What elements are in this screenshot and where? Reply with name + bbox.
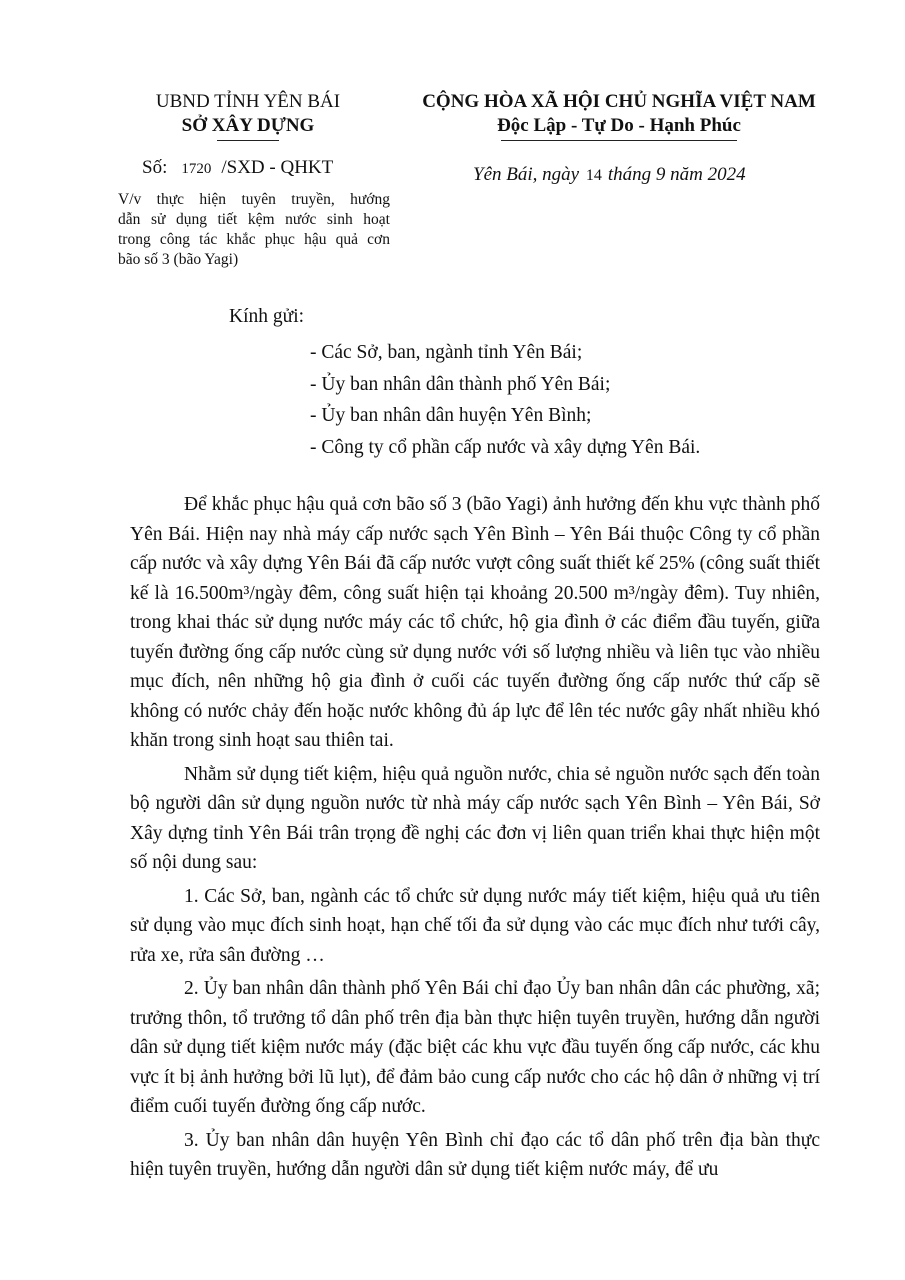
recipient-item: - Công ty cổ phần cấp nước và xây dựng Yên Bái. bbox=[310, 436, 701, 458]
recipient-item: - Ủy ban nhân dân huyện Yên Bình; bbox=[310, 405, 592, 426]
subject-line: dẫn sử dụng tiết kệm nước sinh hoạt bbox=[118, 211, 390, 228]
recipient-item: - Ủy ban nhân dân thành phố Yên Bái; bbox=[310, 373, 611, 395]
national-heading bbox=[398, 90, 840, 141]
document-number-value: 1720 bbox=[181, 161, 212, 177]
issuing-agency bbox=[120, 90, 376, 141]
salutation: Kính gửi: bbox=[229, 306, 305, 327]
body-paragraph: Nhằm sử dụng tiết kiệm, hiệu quả nguồn nước, chia sẻ nguồn nước sạch đến toàn bộ người dân sử dụng nguồn nước từ nhà máy cấp nước sạch Yên Bình – Yên Bái, Sở Xây dựng tỉnh Yên Bái trân trọng đề nghị các đơn vị liên quan triển khai thực hiện một số nội dung sau: bbox=[130, 763, 820, 873]
document-number-label: Số: bbox=[142, 157, 168, 178]
recipient-list bbox=[310, 337, 700, 463]
national-motto: Độc Lập - Tự Do - Hạnh Phúc bbox=[497, 115, 741, 136]
recipient-item: - Các Sở, ban, ngành tỉnh Yên Bái; bbox=[310, 342, 583, 363]
body-paragraph: 2. Ủy ban nhân dân thành phố Yên Bái chỉ đạo Ủy ban nhân dân các phường, xã; trưởng thôn, tổ trưởng tổ dân phố trên địa bàn thực hiện tuyên truyền, hướng dẫn người dân sử dụng tiết kiệm nước máy (đặc biệt các khu vực đầu tuyến ống cấp nước, các khu vực ít bị ảnh hưởng bởi lũ lụt), để đảm bảo cung cấp nước cho các hộ dân ở những vị trí điểm cuối tuyến đường ống cấp nước. bbox=[130, 978, 820, 1117]
document-body bbox=[130, 490, 820, 1189]
country-name: CỘNG HÒA XÃ HỘI CHỦ NGHĨA VIỆT NAM bbox=[422, 91, 816, 112]
date-day: 14 bbox=[585, 167, 602, 184]
agency-underline bbox=[217, 140, 279, 141]
subject-line: V/v thực hiện tuyên truyền, hướng bbox=[118, 191, 390, 208]
place-date-prefix: Yên Bái, ngày bbox=[473, 164, 580, 185]
body-paragraph: 1. Các Sở, ban, ngành các tổ chức sử dụng nước máy tiết kiệm, hiệu quả ưu tiên sử dụng vào mục đích sinh hoạt, hạn chế tối đa sử dụng vào các mục đích như tưới cây, rửa xe, rửa sân đường … bbox=[130, 885, 820, 966]
motto-underline bbox=[501, 140, 737, 141]
place-and-date bbox=[473, 164, 746, 186]
subject-line: bão số 3 (bão Yagi) bbox=[118, 251, 239, 268]
department-name: SỞ XÂY DỰNG bbox=[181, 115, 315, 136]
document-subject bbox=[118, 190, 390, 270]
document-number bbox=[142, 157, 333, 179]
province-committee-name: UBND TỈNH YÊN BÁI bbox=[155, 91, 341, 112]
place-date-suffix: tháng 9 năm 2024 bbox=[607, 164, 746, 185]
body-paragraph: Để khắc phục hậu quả cơn bão số 3 (bão Yagi) ảnh hưởng đến khu vực thành phố Yên Bái. Hiện nay nhà máy cấp nước sạch Yên Bình – Yên Bái thuộc Công ty cổ phần cấp nước và xây dựng Yên Bái đã cấp nước vượt công suất thiết kế 25% (công suất thiết kế là 16.500m³/ngày đêm, công suất hiện tại khoảng 20.500 m³/ngày đêm). Tuy nhiên, trong khai thác sử dụng nước máy các tổ chức, hộ gia đình ở các điểm đầu tuyến, giữa tuyến đường ống cấp nước cùng sử dụng nước với số lượng nhiều và liên tục vào nhiều mục đích, nên những hộ gia đình ở cuối các tuyến đường ống cấp nước thứ cấp sẽ không có nước chảy đến hoặc nước không đủ áp lực để lên téc nước gây nhất nhiều khó khăn trong sinh hoạt sau thiên tai. bbox=[130, 494, 820, 751]
body-paragraph: 3. Ủy ban nhân dân huyện Yên Bình chỉ đạo các tổ dân phố trên địa bàn thực hiện tuyên truyền, hướng dẫn người dân sử dụng tiết kiệm nước máy, để ưu bbox=[130, 1129, 820, 1180]
document-code: /SXD - QHKT bbox=[221, 157, 334, 178]
subject-line: trong công tác khắc phục hậu quả cơn bbox=[118, 231, 390, 248]
